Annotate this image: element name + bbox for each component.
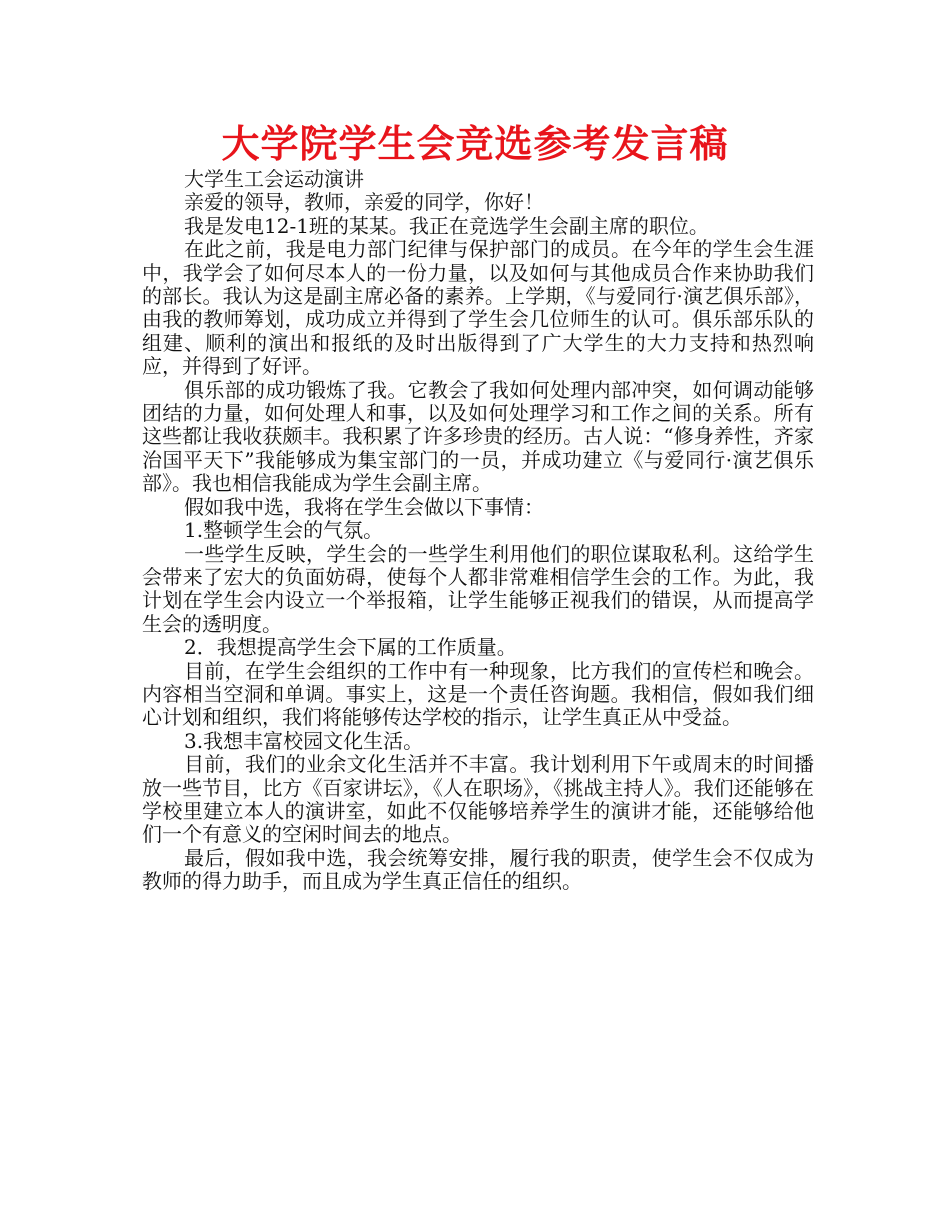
paragraph: 在此之前，我是电力部门纪律与保护部门的成员。在今年的学生会生涯中，我学会了如何尽本人的一份力量，以及如何与其他成员合作来协助我们的部长。我认为这是副主席必备的素养。上学期，《与爱同行·演艺俱乐部》，由我的教师筹划，成功成立并得到了学生会几位师生的认可。俱乐部乐队的组建、顺利的演出和报纸的及时出版得到了广大学生的大力支持和热烈响应，并得到了好评。 bbox=[142, 237, 814, 379]
paragraph: 亲爱的领导，教师，亲爱的同学，你好！ bbox=[184, 190, 544, 215]
paragraph: 最后，假如我中选，我会统筹安排，履行我的职责，使学生会不仅成为教师的得力助手，而且成为学生真正信任的组织。 bbox=[142, 845, 814, 894]
document-title: 大学院学生会竞选参考发言稿 bbox=[221, 122, 729, 166]
paragraph: 大学生工会运动演讲 bbox=[184, 167, 364, 191]
paragraph: 3.我想丰富校园文化生活。 bbox=[184, 728, 424, 753]
paragraph: 俱乐部的成功锻炼了我。它教会了我如何处理内部冲突，如何调动能够团结的力量，如何处理人和事，以及如何处理学习和工作之间的关系。所有这些都让我收获颇丰。我积累了许多珍贵的经历。古人说：“修身养性，齐家治国平天下”我能够成为集宝部门的一员，并成功建立《与爱同行·演艺俱乐部》。我也相信我能成为学生会副主席。 bbox=[142, 377, 814, 496]
paragraph: 目前，在学生会组织的工作中有一种现象，比方我们的宣传栏和晚会。内容相当空洞和单调。事实上，这是一个责任咨询题。我相信，假如我们细心计划和组织，我们将能够传达学校的指示，让学生真正从中受益。 bbox=[142, 658, 814, 730]
paragraph: 一些学生反映，学生会的一些学生利用他们的职位谋取私利。这给学生会带来了宏大的负面妨碍，使每个人都非常难相信学生会的工作。为此，我计划在学生会内设立一个举报箱，让学生能够正视我们的错误，从而提高学生会的透明度。 bbox=[142, 541, 814, 636]
paragraph: 我是发电12-1班的某某。我正在竞选学生会副主席的职位。 bbox=[184, 213, 709, 238]
paragraph: 1.整顿学生会的气氛。 bbox=[184, 518, 384, 543]
document-body bbox=[142, 168, 814, 894]
paragraph: 假如我中选，我将在学生会做以下事情： bbox=[184, 494, 544, 519]
paragraph: 目前，我们的业余文化生活并不丰富。我计划利用下午或周末的时间播放一些节目，比方《百家讲坛》，《人在职场》，《挑战主持人》。我们还能够在学校里建立本人的演讲室，如此不仅能够培养学生的演讲才能，还能够给他们一个有意义的空闲时间去的地点。 bbox=[142, 752, 814, 847]
paragraph: 2．我想提高学生会下属的工作质量。 bbox=[184, 635, 517, 660]
